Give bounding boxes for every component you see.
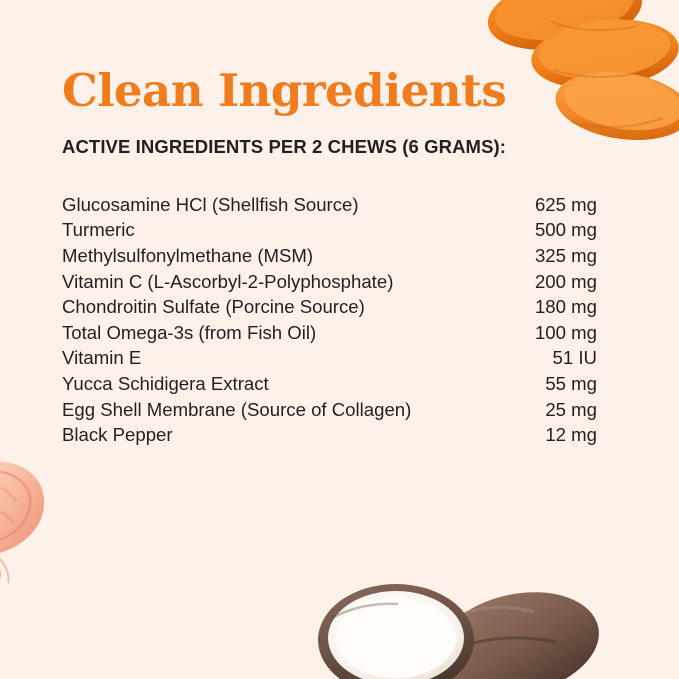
section-subtitle: ACTIVE INGREDIENTS PER 2 CHEWS (6 GRAMS): (62, 135, 507, 157)
ingredient-name: Vitamin C (L-Ascorbyl-2-Polyphosphate) (62, 270, 394, 292)
ingredient-name: Vitamin E (62, 347, 142, 369)
ingredient-amount: 100 mg (534, 321, 597, 343)
ingredient-name: Turmeric (62, 219, 135, 241)
ingredient-name: Chondroitin Sulfate (Porcine Source) (62, 296, 365, 318)
table-row (62, 397, 597, 423)
ingredient-amount: 51 IU (552, 347, 597, 369)
table-row (62, 422, 597, 448)
table-row (62, 243, 597, 269)
ingredient-name: Glucosamine HCl (Shellfish Source) (62, 193, 359, 215)
ingredient-amount: 500 mg (534, 219, 597, 241)
ingredient-content (62, 64, 607, 448)
ingredient-name: Egg Shell Membrane (Source of Collagen) (62, 398, 412, 420)
ingredient-amount: 200 mg (534, 270, 597, 292)
ingredient-amount: 625 mg (534, 193, 597, 215)
table-row (62, 294, 597, 320)
table-row (62, 345, 597, 371)
shrimp-image (0, 455, 90, 585)
ingredient-name: Methylsulfonylmethane (MSM) (62, 244, 314, 266)
table-row (62, 192, 597, 218)
page-title: Clean Ingredients (62, 64, 507, 117)
ingredient-name: Black Pepper (62, 424, 173, 446)
table-row (62, 320, 597, 346)
table-row (62, 217, 597, 243)
ingredient-name: Yucca Schidigera Extract (62, 372, 269, 394)
table-row (62, 371, 597, 397)
ingredients-table (62, 192, 597, 448)
ingredient-amount: 180 mg (534, 296, 597, 318)
coconut-image (292, 558, 612, 679)
ingredient-amount: 25 mg (545, 398, 597, 420)
ingredient-amount: 55 mg (545, 372, 597, 394)
table-row (62, 269, 597, 295)
ingredient-name: Total Omega-3s (from Fish Oil) (62, 321, 317, 343)
ingredient-amount: 12 mg (545, 424, 597, 446)
ingredient-amount: 325 mg (534, 244, 597, 266)
